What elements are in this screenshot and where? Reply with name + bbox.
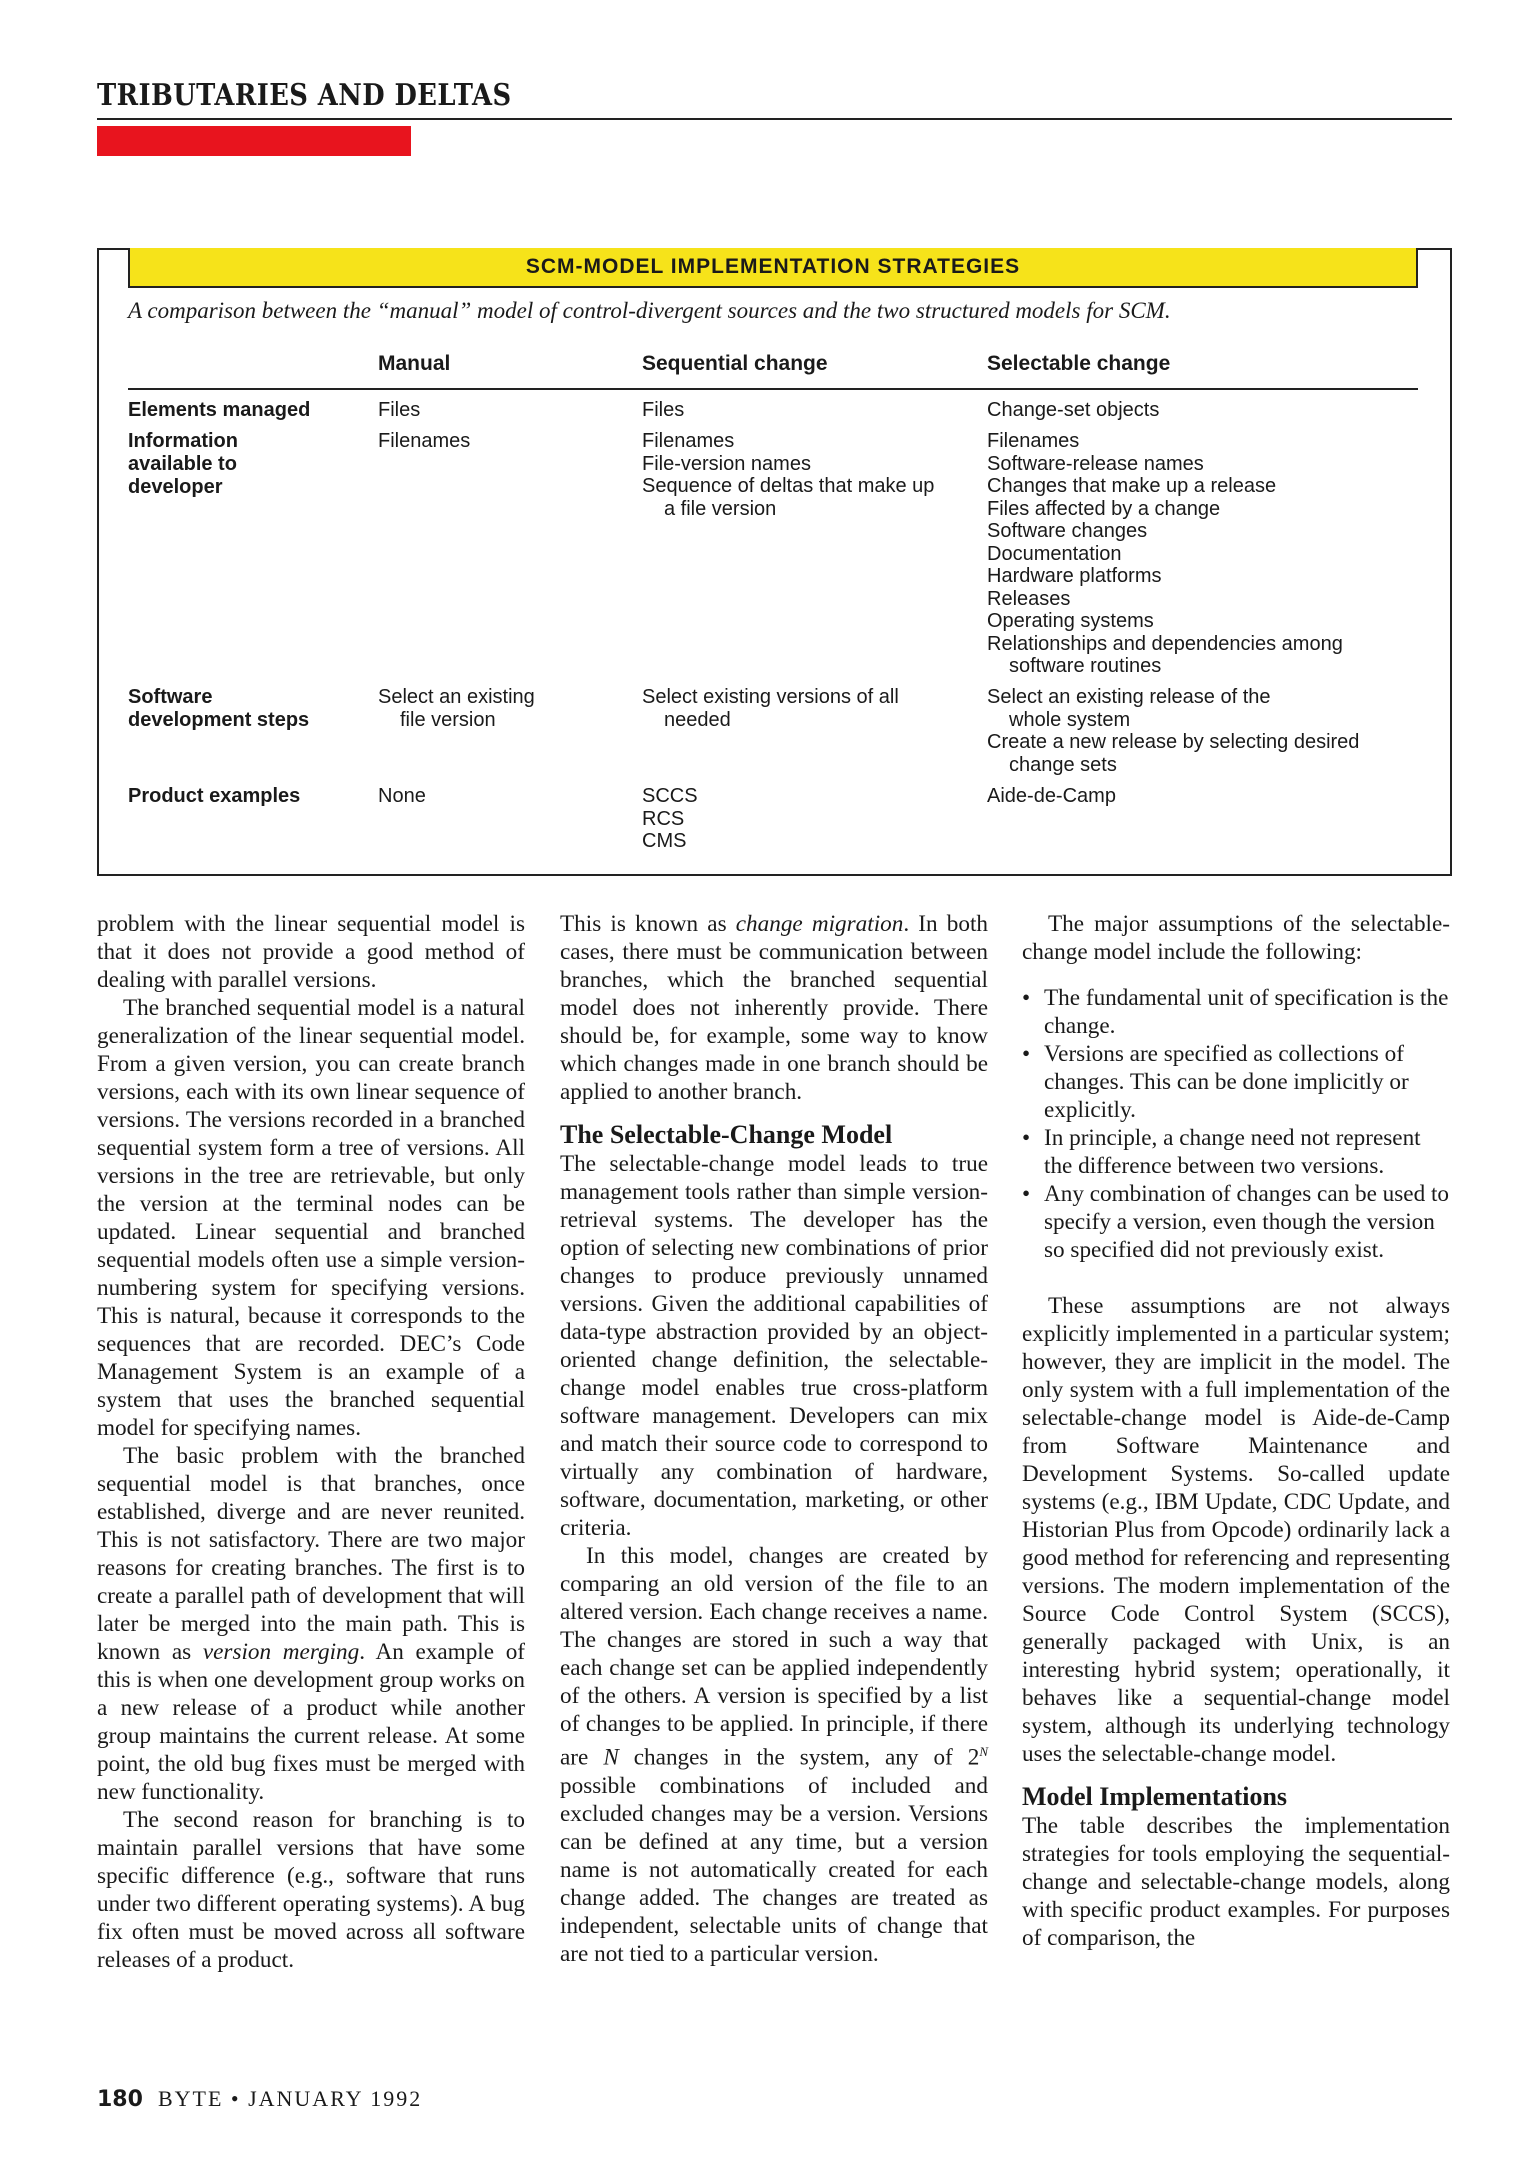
paragraph: The branched sequential model is a natural generalization of the linear sequential model. From a given version, you can create branch versions, each with its own linear sequence of versions. The versions recorded in a branched sequential system form a tree of versions. All versions in the tree are retrievable, but only the version at the terminal nodes can be updated. Linear sequential and branched sequential models often use a simple version-numbering system for specifying versions. This is natural, because it corresponds to the sequences that are recorded. DEC’s Code Management System is an example of a system that uses the branched sequential model for specifying names. (97, 995, 525, 1441)
column-header-manual: Manual (378, 352, 451, 375)
cell-selectable-steps: Select an existing release of the whole system Create a new release by selecting desired change sets (987, 686, 1360, 776)
column-header-selectable: Selectable change (987, 352, 1171, 375)
cell-selectable-products: Aide-de-Camp (987, 785, 1116, 807)
article-column-2 (560, 910, 988, 1968)
paragraph: The basic problem with the branched sequential model is that branches, once established, diverge and are never reunited. This is not satisfactory. There are two major reasons for creating branches. The first is to create a parallel path of development that will later be merged into the main path. This is known as version merging. An example of this is when one development group works on a new release of a product while another group maintains the current release. At some point, the old bug fixes must be merged with new functionality. (97, 1443, 526, 1805)
paragraph: problem with the linear sequential model is that it does not provide a good method of dealing with parallel versions. (97, 911, 525, 993)
cell-selectable-information: Filenames Software-release names Changes that make up a release Files affected by a change Software changes Documentation Hardware platforms Releases Operating systems Relationships and dependencies among software routines (987, 430, 1343, 677)
column-header-sequential: Sequential change (642, 352, 828, 375)
page-number: 180 (97, 2087, 143, 2112)
cell-manual-steps: Select an existing file version (378, 686, 535, 731)
cell-selectable-elements: Change-set objects (987, 399, 1160, 421)
list-item: • In principle, a change need not represent the difference between two versions. (1022, 1124, 1450, 1180)
accent-bar (97, 126, 411, 156)
list-item: • Any combination of changes can be used to specify a version, even though the version so specified did not previously exist. (1022, 1180, 1450, 1264)
paragraph: In this model, changes are created by comparing an old version of the file to an altered version. Each change receives a name. The changes are stored in such a way that each change set can be applied independently of the others. A version is specified by a list of changes to be applied. In principle, if there are N changes in the system, any of $2^N$ possible combinations of included and excluded changes may be a version. Versions can be defined at any time, but a version name is not automatically created for each change added. The changes are treated as independent, selectable units of change that are not tied to a particular version. (560, 1543, 989, 1967)
paragraph: This is known as change migration. In both cases, there must be communication between branches, which the branched sequential model does not inherently provide. There should be, for example, some way to know which changes made in one branch should be applied to another branch. (560, 911, 988, 1105)
cell-sequential-steps: Select existing versions of all needed (642, 686, 899, 731)
cell-manual-products: None (378, 785, 426, 807)
subheading: Model Implementations (1022, 1782, 1288, 1811)
cell-sequential-elements: Files (642, 399, 685, 421)
header-rule (97, 118, 1452, 120)
article-column-3 (1022, 910, 1450, 1952)
paragraph: The second reason for branching is to maintain parallel versions that have some specific difference (e.g., software that runs under two different operating systems). A bug fix often must be moved across all software releases of a product. (97, 1807, 525, 1973)
article-column-1 (97, 910, 525, 1974)
section-title: TRIBUTARIES AND DELTAS (97, 78, 512, 113)
paragraph: These assumptions are not always explicitly implemented in a particular system; however, they are implicit in the model. The only system with a full implementation of the selectable-change model is Aide-de-Camp from Software Maintenance and Development Systems. So-called update systems (e.g., IBM Update, CDC Update, and Historian Plus from Opcode) ordinarily lack a good method for referencing and representing versions. The modern implementation of the Source Code Control System (SCCS), generally packaged with Unix, is an interesting hybrid system; operationally, it behaves like a sequential-change model system, although its underlying technology uses the selectable-change model. (1022, 1293, 1450, 1767)
page-footer (97, 2086, 422, 2112)
paragraph: The major assumptions of the selectable-change model include the following: (1022, 911, 1450, 965)
row-label-products: Product examples (128, 785, 301, 807)
table-header-rule (128, 388, 1418, 390)
assumption-list (1022, 984, 1450, 1264)
cell-sequential-information: Filenames File-version names Sequence of deltas that make up a file version (642, 430, 935, 520)
row-label-information: Information available to developer (128, 430, 238, 498)
cell-manual-information: Filenames (378, 430, 471, 452)
table-title: SCM-MODEL IMPLEMENTATION STRATEGIES (128, 248, 1418, 288)
row-label-steps: Software development steps (128, 686, 310, 731)
subheading: The Selectable-Change Model (560, 1120, 893, 1149)
row-label-elements: Elements managed (128, 399, 311, 421)
paragraph: The table describes the implementation strategies for tools employing the sequential-change and selectable-change models, along with specific product examples. For purposes of comparison, the (1022, 1813, 1450, 1951)
cell-manual-elements: Files (378, 399, 421, 421)
list-item: • The fundamental unit of specification is the change. (1022, 984, 1450, 1040)
list-item: • Versions are specified as collections of changes. This can be done implicitly or explicitly. (1022, 1040, 1450, 1124)
table-subtitle: A comparison between the “manual” model of control-divergent sources and the two structured models for SCM. (128, 298, 1171, 323)
cell-sequential-products: SCCS RCS CMS (642, 785, 698, 852)
publication-name: BYTE • JANUARY 1992 (157, 2086, 423, 2111)
paragraph: The selectable-change model leads to true management tools rather than simple version-retrieval systems. The developer has the option of selecting new combinations of prior changes to produce previously unnamed versions. Given the additional capabilities of data-type abstraction provided by an object-oriented change definition, the selectable-change model enables true cross-platform software management. Developers can mix and match their source code to correspond to virtually any combination of hardware, software, documentation, marketing, or other criteria. (560, 1151, 988, 1541)
